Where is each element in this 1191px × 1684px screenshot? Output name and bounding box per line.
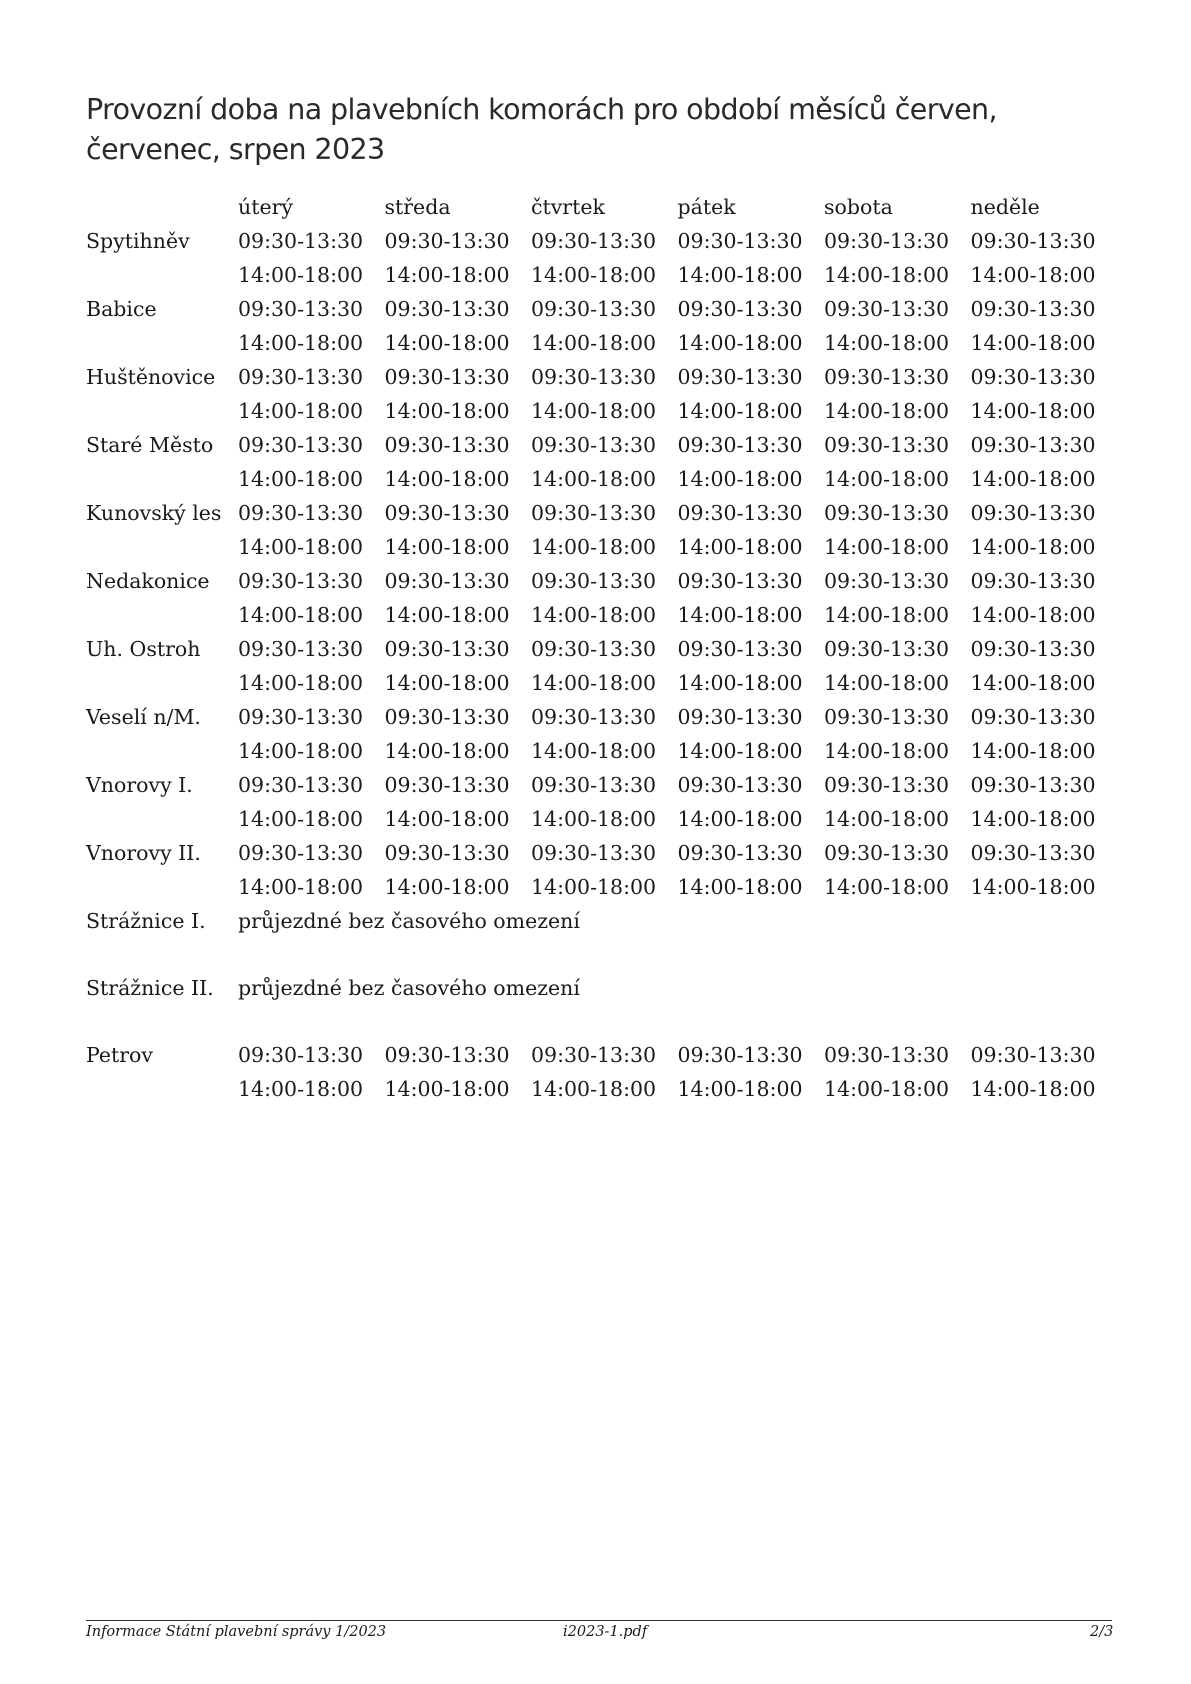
afternoon-hours: 14:00-18:00 [677, 1077, 803, 1101]
afternoon-hours: 14:00-18:00 [970, 671, 1096, 695]
lock-name: Spytihněv [86, 229, 190, 253]
lock-name-empty [86, 734, 238, 768]
afternoon-hours: 14:00-18:00 [677, 331, 803, 355]
lock-name-empty [86, 870, 238, 904]
morning-hours: 09:30-13:30 [824, 841, 950, 865]
afternoon-hours: 14:00-18:00 [970, 399, 1096, 423]
morning-hours: 09:30-13:30 [384, 297, 510, 321]
spacer-row [86, 1005, 1117, 1038]
afternoon-hours: 14:00-18:00 [238, 263, 364, 287]
afternoon-hours: 14:00-18:00 [970, 807, 1096, 831]
schedule-body [86, 224, 1117, 1106]
morning-hours: 09:30-13:30 [970, 297, 1096, 321]
afternoon-hours: 14:00-18:00 [238, 467, 364, 491]
afternoon-hours: 14:00-18:00 [970, 467, 1096, 491]
morning-hours: 09:30-13:30 [824, 297, 950, 321]
morning-hours: 09:30-13:30 [384, 365, 510, 389]
afternoon-hours: 14:00-18:00 [238, 535, 364, 559]
lock-name: Strážnice I. [86, 909, 206, 933]
morning-hours: 09:30-13:30 [824, 433, 950, 457]
morning-hours: 09:30-13:30 [677, 569, 803, 593]
afternoon-hours: 14:00-18:00 [531, 399, 657, 423]
lock-row-afternoon [86, 598, 1117, 632]
morning-hours: 09:30-13:30 [238, 501, 364, 525]
lock-name-empty [86, 1072, 238, 1106]
lock-row-morning [86, 428, 1117, 462]
lock-name: Veselí n/M. [86, 705, 201, 729]
morning-hours: 09:30-13:30 [970, 1043, 1096, 1067]
lock-row-afternoon [86, 1072, 1117, 1106]
morning-hours: 09:30-13:30 [970, 433, 1096, 457]
corner-cell [86, 190, 238, 224]
morning-hours: 09:30-13:30 [531, 773, 657, 797]
morning-hours: 09:30-13:30 [238, 1043, 364, 1067]
lock-name-empty [86, 462, 238, 496]
afternoon-hours: 14:00-18:00 [384, 399, 510, 423]
morning-hours: 09:30-13:30 [824, 705, 950, 729]
morning-hours: 09:30-13:30 [970, 773, 1096, 797]
afternoon-hours: 14:00-18:00 [384, 467, 510, 491]
afternoon-hours: 14:00-18:00 [824, 263, 950, 287]
lock-row [86, 971, 1117, 1005]
lock-row-afternoon [86, 394, 1117, 428]
footer-divider [86, 1620, 1112, 1621]
afternoon-hours: 14:00-18:00 [238, 331, 364, 355]
morning-hours: 09:30-13:30 [238, 229, 364, 253]
lock-row-morning [86, 700, 1117, 734]
lock-row-afternoon [86, 462, 1117, 496]
lock-name-empty [86, 258, 238, 292]
lock-name-empty [86, 598, 238, 632]
afternoon-hours: 14:00-18:00 [531, 875, 657, 899]
morning-hours: 09:30-13:30 [531, 1043, 657, 1067]
lock-row-afternoon [86, 258, 1117, 292]
day-header: sobota [824, 195, 893, 219]
morning-hours: 09:30-13:30 [970, 705, 1096, 729]
morning-hours: 09:30-13:30 [384, 1043, 510, 1067]
day-header: pátek [677, 195, 736, 219]
morning-hours: 09:30-13:30 [384, 841, 510, 865]
lock-name: Vnorovy I. [86, 773, 193, 797]
afternoon-hours: 14:00-18:00 [677, 739, 803, 763]
lock-name-empty [86, 530, 238, 564]
morning-hours: 09:30-13:30 [824, 365, 950, 389]
afternoon-hours: 14:00-18:00 [824, 467, 950, 491]
morning-hours: 09:30-13:30 [970, 501, 1096, 525]
morning-hours: 09:30-13:30 [238, 773, 364, 797]
morning-hours: 09:30-13:30 [677, 1043, 803, 1067]
lock-name-empty [86, 802, 238, 836]
day-header: neděle [970, 195, 1040, 219]
lock-name: Huštěnovice [86, 365, 216, 389]
afternoon-hours: 14:00-18:00 [238, 671, 364, 695]
morning-hours: 09:30-13:30 [384, 229, 510, 253]
morning-hours: 09:30-13:30 [824, 501, 950, 525]
afternoon-hours: 14:00-18:00 [970, 331, 1096, 355]
morning-hours: 09:30-13:30 [384, 501, 510, 525]
lock-row-morning [86, 1038, 1117, 1072]
morning-hours: 09:30-13:30 [384, 569, 510, 593]
morning-hours: 09:30-13:30 [677, 841, 803, 865]
afternoon-hours: 14:00-18:00 [677, 535, 803, 559]
lock-row-morning [86, 496, 1117, 530]
lock-row-afternoon [86, 326, 1117, 360]
afternoon-hours: 14:00-18:00 [677, 807, 803, 831]
lock-row-morning [86, 564, 1117, 598]
afternoon-hours: 14:00-18:00 [970, 875, 1096, 899]
morning-hours: 09:30-13:30 [238, 841, 364, 865]
morning-hours: 09:30-13:30 [384, 705, 510, 729]
lock-name: Kunovský les [86, 501, 222, 525]
afternoon-hours: 14:00-18:00 [531, 739, 657, 763]
morning-hours: 09:30-13:30 [677, 705, 803, 729]
morning-hours: 09:30-13:30 [824, 1043, 950, 1067]
afternoon-hours: 14:00-18:00 [384, 739, 510, 763]
afternoon-hours: 14:00-18:00 [531, 535, 657, 559]
morning-hours: 09:30-13:30 [677, 229, 803, 253]
morning-hours: 09:30-13:30 [677, 297, 803, 321]
afternoon-hours: 14:00-18:00 [677, 603, 803, 627]
morning-hours: 09:30-13:30 [238, 365, 364, 389]
header-row [86, 190, 1117, 224]
afternoon-hours: 14:00-18:00 [531, 807, 657, 831]
afternoon-hours: 14:00-18:00 [970, 263, 1096, 287]
afternoon-hours: 14:00-18:00 [384, 875, 510, 899]
morning-hours: 09:30-13:30 [824, 637, 950, 661]
footer-filename: i2023-1.pdf [563, 1624, 648, 1640]
afternoon-hours: 14:00-18:00 [531, 671, 657, 695]
lock-name: Uh. Ostroh [86, 637, 201, 661]
spacer-cell [86, 938, 1117, 971]
morning-hours: 09:30-13:30 [531, 637, 657, 661]
lock-note: průjezdné bez časového omezení [238, 976, 580, 1000]
morning-hours: 09:30-13:30 [384, 773, 510, 797]
morning-hours: 09:30-13:30 [677, 501, 803, 525]
afternoon-hours: 14:00-18:00 [824, 535, 950, 559]
afternoon-hours: 14:00-18:00 [824, 671, 950, 695]
afternoon-hours: 14:00-18:00 [677, 263, 803, 287]
afternoon-hours: 14:00-18:00 [384, 807, 510, 831]
lock-row-afternoon [86, 666, 1117, 700]
afternoon-hours: 14:00-18:00 [531, 467, 657, 491]
lock-row-afternoon [86, 870, 1117, 904]
morning-hours: 09:30-13:30 [238, 433, 364, 457]
morning-hours: 09:30-13:30 [970, 841, 1096, 865]
lock-row-morning [86, 292, 1117, 326]
morning-hours: 09:30-13:30 [531, 433, 657, 457]
afternoon-hours: 14:00-18:00 [824, 739, 950, 763]
morning-hours: 09:30-13:30 [677, 773, 803, 797]
lock-schedule-table [86, 190, 1117, 1106]
morning-hours: 09:30-13:30 [531, 841, 657, 865]
afternoon-hours: 14:00-18:00 [238, 1077, 364, 1101]
afternoon-hours: 14:00-18:00 [238, 399, 364, 423]
morning-hours: 09:30-13:30 [238, 637, 364, 661]
morning-hours: 09:30-13:30 [970, 637, 1096, 661]
afternoon-hours: 14:00-18:00 [677, 671, 803, 695]
morning-hours: 09:30-13:30 [238, 705, 364, 729]
afternoon-hours: 14:00-18:00 [384, 603, 510, 627]
lock-name-empty [86, 326, 238, 360]
spacer-row [86, 938, 1117, 971]
lock-name: Staré Město [86, 433, 214, 457]
afternoon-hours: 14:00-18:00 [970, 1077, 1096, 1101]
morning-hours: 09:30-13:30 [384, 637, 510, 661]
afternoon-hours: 14:00-18:00 [384, 263, 510, 287]
day-header: čtvrtek [531, 195, 605, 219]
morning-hours: 09:30-13:30 [824, 229, 950, 253]
lock-name: Nedakonice [86, 569, 210, 593]
footer-publication: Informace Státní plavební správy 1/2023 [86, 1624, 387, 1640]
lock-row-morning [86, 224, 1117, 258]
lock-name: Petrov [86, 1043, 153, 1067]
page-title: Provozní doba na plavebních komorách pro období měsíců červen, červenec, srpen 2023 [86, 93, 997, 166]
afternoon-hours: 14:00-18:00 [970, 603, 1096, 627]
lock-row-morning [86, 768, 1117, 802]
morning-hours: 09:30-13:30 [531, 705, 657, 729]
morning-hours: 09:30-13:30 [824, 773, 950, 797]
morning-hours: 09:30-13:30 [824, 569, 950, 593]
day-header: úterý [238, 195, 293, 219]
afternoon-hours: 14:00-18:00 [677, 399, 803, 423]
morning-hours: 09:30-13:30 [970, 365, 1096, 389]
morning-hours: 09:30-13:30 [531, 501, 657, 525]
afternoon-hours: 14:00-18:00 [824, 603, 950, 627]
afternoon-hours: 14:00-18:00 [531, 603, 657, 627]
lock-name-empty [86, 394, 238, 428]
lock-note: průjezdné bez časového omezení [238, 909, 580, 933]
morning-hours: 09:30-13:30 [677, 433, 803, 457]
lock-row-afternoon [86, 802, 1117, 836]
morning-hours: 09:30-13:30 [531, 229, 657, 253]
afternoon-hours: 14:00-18:00 [677, 875, 803, 899]
morning-hours: 09:30-13:30 [531, 569, 657, 593]
afternoon-hours: 14:00-18:00 [384, 331, 510, 355]
afternoon-hours: 14:00-18:00 [238, 603, 364, 627]
morning-hours: 09:30-13:30 [531, 365, 657, 389]
lock-row-morning [86, 360, 1117, 394]
footer-page-number: 2/3 [1090, 1624, 1114, 1640]
afternoon-hours: 14:00-18:00 [384, 1077, 510, 1101]
lock-name-empty [86, 666, 238, 700]
afternoon-hours: 14:00-18:00 [824, 399, 950, 423]
lock-name: Vnorovy II. [86, 841, 201, 865]
afternoon-hours: 14:00-18:00 [238, 875, 364, 899]
morning-hours: 09:30-13:30 [531, 297, 657, 321]
afternoon-hours: 14:00-18:00 [384, 671, 510, 695]
afternoon-hours: 14:00-18:00 [824, 331, 950, 355]
afternoon-hours: 14:00-18:00 [238, 807, 364, 831]
afternoon-hours: 14:00-18:00 [531, 263, 657, 287]
afternoon-hours: 14:00-18:00 [824, 807, 950, 831]
lock-row [86, 904, 1117, 938]
afternoon-hours: 14:00-18:00 [238, 739, 364, 763]
morning-hours: 09:30-13:30 [238, 569, 364, 593]
lock-row-afternoon [86, 530, 1117, 564]
spacer-cell [86, 1005, 1117, 1038]
lock-name: Strážnice II. [86, 976, 214, 1000]
day-header: středa [384, 195, 451, 219]
afternoon-hours: 14:00-18:00 [384, 535, 510, 559]
morning-hours: 09:30-13:30 [238, 297, 364, 321]
afternoon-hours: 14:00-18:00 [824, 1077, 950, 1101]
morning-hours: 09:30-13:30 [970, 229, 1096, 253]
morning-hours: 09:30-13:30 [677, 365, 803, 389]
lock-name: Babice [86, 297, 157, 321]
afternoon-hours: 14:00-18:00 [677, 467, 803, 491]
lock-row-afternoon [86, 734, 1117, 768]
afternoon-hours: 14:00-18:00 [824, 875, 950, 899]
lock-row-morning [86, 836, 1117, 870]
afternoon-hours: 14:00-18:00 [531, 331, 657, 355]
afternoon-hours: 14:00-18:00 [531, 1077, 657, 1101]
morning-hours: 09:30-13:30 [677, 637, 803, 661]
afternoon-hours: 14:00-18:00 [970, 535, 1096, 559]
lock-row-morning [86, 632, 1117, 666]
morning-hours: 09:30-13:30 [384, 433, 510, 457]
morning-hours: 09:30-13:30 [970, 569, 1096, 593]
afternoon-hours: 14:00-18:00 [970, 739, 1096, 763]
